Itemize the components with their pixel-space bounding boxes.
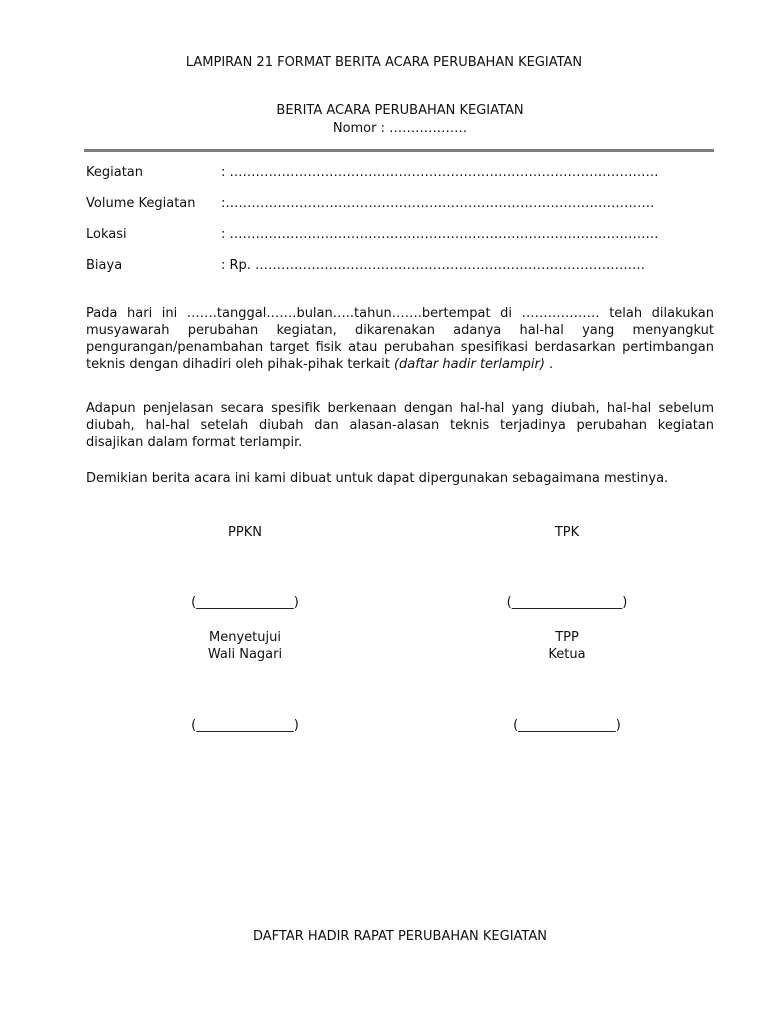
lampiran-heading: LAMPIRAN 21 FORMAT BERITA ACARA PERUBAHAN KEGIATAN <box>185 55 583 70</box>
signature-line-ketua: (_______________) <box>513 718 621 733</box>
paragraph-opening-text: Pada hari ini …….tanggal…….bulan…..tahun…….bertempat di ……………… telah dilakukan musyawarah perubahan kegiatan, dikarenakan adanya hal-hal yang menyangkut pengurangan/penambahan target fisik atau perubahan spesifikasi berdasarkan pertimbangan teknis dengan dihadiri oleh pihak-pihak terkait <box>86 306 714 372</box>
field-value-biaya: : Rp. ……………………………………………………………………………… <box>221 258 646 273</box>
signature-line-tpk: (_________________) <box>506 595 628 610</box>
field-label-volume: Volume Kegiatan <box>86 196 196 211</box>
signature-line-ppkn: (_______________) <box>191 595 299 610</box>
paragraph-opening-end: . <box>544 357 554 372</box>
field-label-lokasi: Lokasi <box>86 227 127 242</box>
field-value-volume: :……………………………………………………………………………………… <box>221 196 655 211</box>
paragraph-opening <box>86 305 714 373</box>
paragraph-explanation: Adapun penjelasan secara spesifik berkenaan dengan hal-hal yang diubah, hal-hal sebelum diubah, hal-hal setelah diubah dan alasan-alasan teknis terjadinya perubahan kegiatan disajikan dalam format terlampir. <box>86 401 714 450</box>
field-value-lokasi: : ……………………………………………………………………………………… <box>221 227 659 242</box>
signature-role-tpk: TPK <box>554 525 580 540</box>
signature-menyetujui: Menyetujui <box>209 630 281 645</box>
signature-role-ketua: Ketua <box>548 647 586 662</box>
document-title: BERITA ACARA PERUBAHAN KEGIATAN <box>276 103 524 118</box>
field-label-biaya: Biaya <box>86 258 123 273</box>
signature-role-wali-nagari: Wali Nagari <box>207 647 283 662</box>
field-label-kegiatan: Kegiatan <box>86 165 144 180</box>
paragraph-opening-italic: (daftar hadir terlampir) <box>393 357 545 372</box>
document-number: Nomor : ……………… <box>332 121 468 136</box>
header-divider <box>84 149 714 152</box>
signature-role-ppkn: PPKN <box>228 525 262 540</box>
field-value-kegiatan: : ……………………………………………………………………………………… <box>221 165 659 180</box>
attendance-list-title: DAFTAR HADIR RAPAT PERUBAHAN KEGIATAN <box>253 929 547 944</box>
signature-role-tpp: TPP <box>555 630 579 645</box>
paragraph-closing: Demikian berita acara ini kami dibuat untuk dapat dipergunakan sebagaimana mestinya. <box>86 471 669 486</box>
signature-line-wali-nagari: (_______________) <box>191 718 299 733</box>
